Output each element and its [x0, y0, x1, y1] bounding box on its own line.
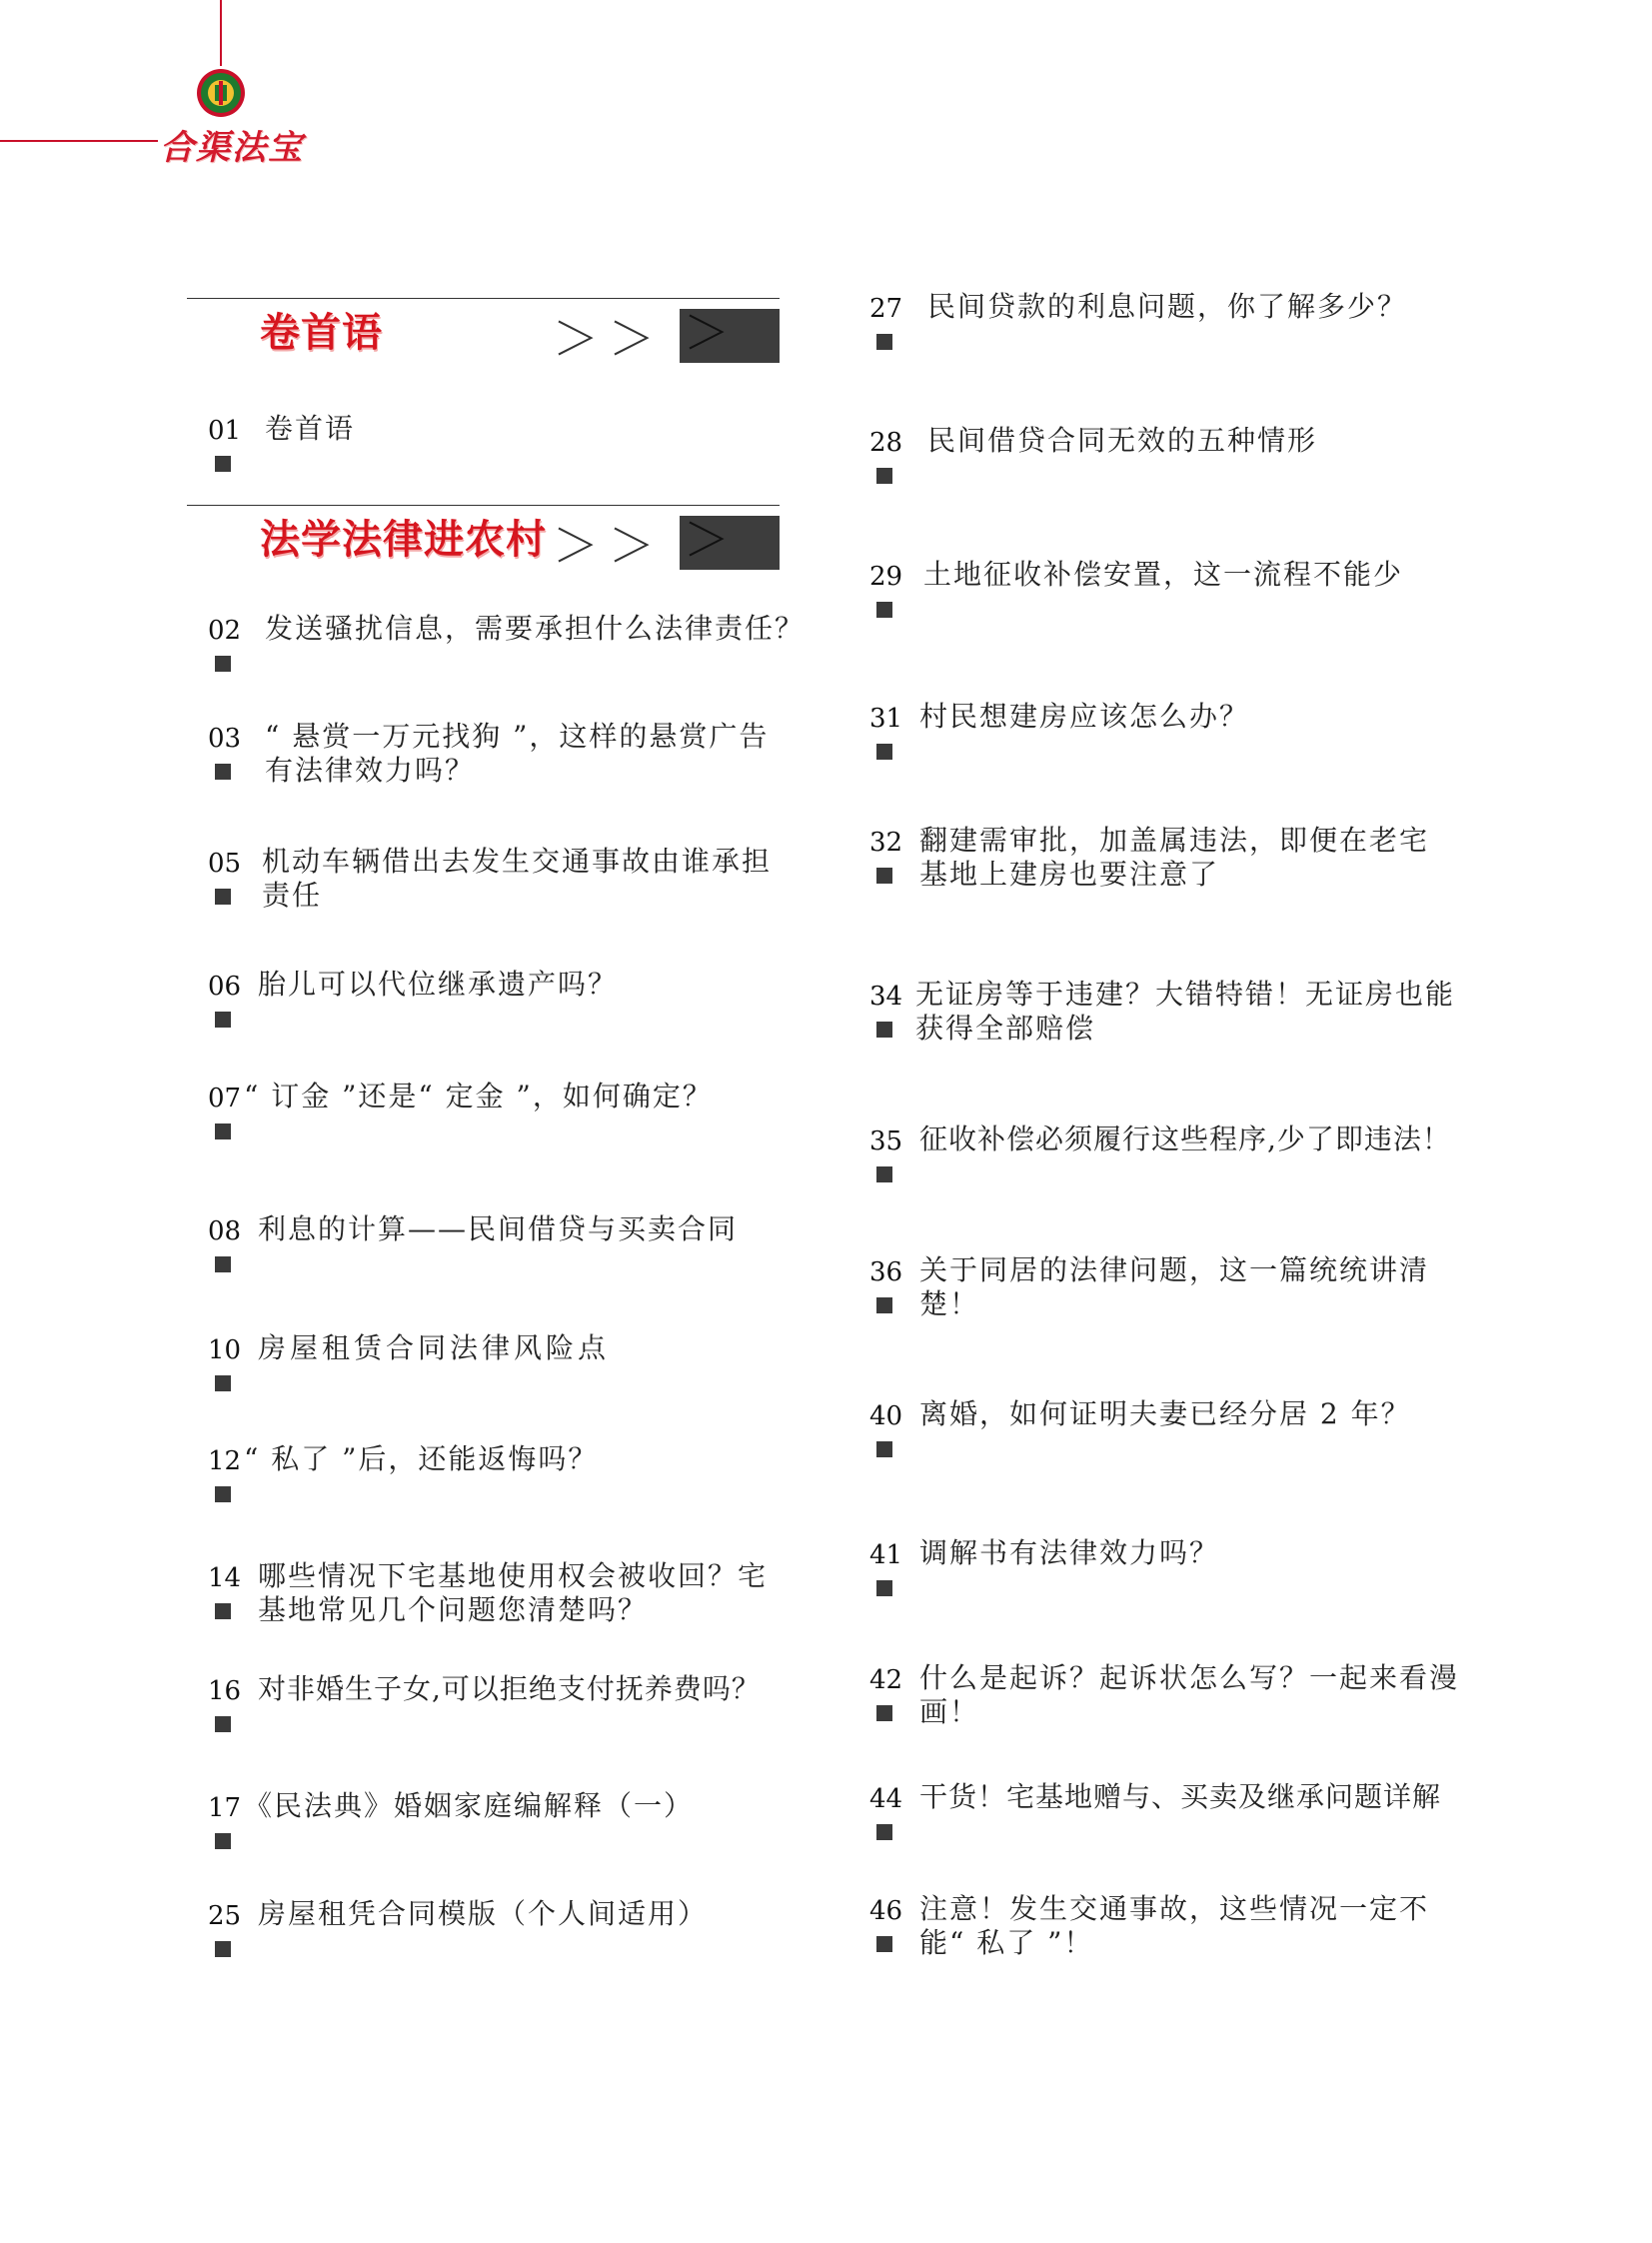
page-number: 35 [869, 1126, 903, 1156]
bullet-square-icon [876, 334, 892, 350]
section-arrows: ＞＞ [553, 312, 665, 366]
bullet-square-icon [215, 1256, 231, 1272]
entry-title: 土地征收补偿安置，这一流程不能少 [923, 558, 1404, 591]
page-number: 03 [208, 724, 242, 754]
bullet-square-icon [876, 1580, 892, 1596]
bullet-square-icon [876, 1441, 892, 1457]
page-number: 10 [208, 1335, 242, 1365]
entry-title: 房屋租赁合同法律风险点 [258, 1331, 611, 1364]
bullet-square-icon [215, 1486, 231, 1502]
page-number: 34 [869, 982, 903, 1012]
page-number: 05 [208, 849, 242, 879]
entry-title: 注意！发生交通事故，这些情况一定不能“ 私了 ”！ [919, 1892, 1430, 1959]
page-number: 42 [869, 1665, 903, 1695]
page-number: 06 [208, 972, 242, 1002]
entry-title: 民间贷款的利息问题，你了解多少？ [927, 290, 1408, 323]
bullet-square-icon [876, 1022, 892, 1038]
bullet-square-icon [876, 1166, 892, 1182]
section-header-law-to-village [187, 505, 780, 575]
bullet-square-icon [876, 1824, 892, 1840]
entry-title: 征收补偿必须履行这些程序,少了即违法！ [919, 1122, 1451, 1155]
entry-title: 调解书有法律效力吗？ [919, 1536, 1220, 1569]
page-number: 12 [208, 1446, 242, 1476]
entry-title: 卷首语 [265, 412, 356, 445]
page-number: 28 [869, 428, 903, 458]
entry-title: “ 私了 ”后，还能返悔吗？ [244, 1442, 599, 1475]
page-number: 16 [208, 1676, 242, 1706]
page-number: 14 [208, 1563, 242, 1593]
entry-title: 胎儿可以代位继承遗产吗？ [258, 968, 619, 1001]
section-title: 法学法律进农村 [260, 517, 547, 563]
bullet-square-icon [215, 1833, 231, 1849]
entry-title: 村民想建房应该怎么办？ [919, 700, 1250, 733]
entry-title: 哪些情况下宅基地使用权会被收回？宅基地常见几个问题您清楚吗？ [258, 1559, 769, 1626]
entry-title: 干货！宅基地赠与、买卖及继承问题详解 [919, 1780, 1442, 1813]
entry-title: 离婚，如何证明夫妻已经分居 2 年？ [919, 1397, 1411, 1430]
page-number: 02 [208, 616, 242, 646]
bullet-square-icon [215, 656, 231, 672]
entry-title: “ 悬赏一万元找狗 ”，这样的悬赏广告有法律效力吗？ [265, 720, 770, 787]
header-vertical-rule [220, 0, 222, 66]
bullet-square-icon [215, 456, 231, 472]
section-arrow-box: ＞ [680, 309, 780, 363]
emblem-icon [196, 68, 246, 118]
entry-title: 发送骚扰信息，需要承担什么法律责任？ [265, 612, 806, 645]
page-number: 27 [869, 294, 903, 324]
header-horizontal-rule [0, 140, 158, 142]
page-number: 31 [869, 704, 903, 734]
page-number: 40 [869, 1401, 903, 1431]
page-number: 36 [869, 1257, 903, 1287]
entry-title: 无证房等于违建？大错特错！无证房也能获得全部赔偿 [915, 978, 1456, 1045]
entry-title: 《民法典》婚姻家庭编解释（一） [244, 1789, 695, 1822]
bullet-square-icon [215, 1123, 231, 1139]
bullet-square-icon [876, 1936, 892, 1952]
bullet-square-icon [215, 1603, 231, 1619]
section-arrow-box: ＞ [680, 516, 780, 570]
entry-title: 什么是起诉？起诉状怎么写？一起来看漫画！ [919, 1661, 1460, 1728]
bullet-square-icon [876, 1297, 892, 1313]
entry-title: 利息的计算——民间借贷与买卖合同 [258, 1212, 739, 1245]
bullet-square-icon [876, 468, 892, 484]
entry-title: “ 订金 ”还是“ 定金 ”，如何确定？ [244, 1080, 713, 1113]
section-arrows: ＞＞ [553, 519, 665, 573]
bullet-square-icon [215, 1012, 231, 1028]
page-number: 29 [869, 562, 903, 592]
bullet-square-icon [876, 1705, 892, 1721]
page-number: 07 [208, 1084, 242, 1114]
bullet-square-icon [215, 764, 231, 780]
page-number: 41 [869, 1540, 903, 1570]
page-number: 25 [208, 1901, 242, 1931]
entry-title: 对非婚生子女,可以拒绝支付抚养费吗？ [258, 1672, 761, 1705]
page-number: 08 [208, 1216, 242, 1246]
section-title: 卷首语 [260, 310, 383, 356]
bullet-square-icon [876, 602, 892, 618]
bullet-square-icon [876, 868, 892, 884]
page-number: 01 [208, 416, 242, 446]
entry-title: 关于同居的法律问题，这一篇统统讲清楚！ [919, 1253, 1430, 1320]
brand-logo-text: 合渠法宝 [160, 128, 304, 168]
page-number: 17 [208, 1793, 242, 1823]
bullet-square-icon [215, 1375, 231, 1391]
page-number: 32 [869, 828, 903, 858]
entry-title: 机动车辆借出去发生交通事故由谁承担责任 [262, 845, 773, 912]
entry-title: 民间借贷合同无效的五种情形 [927, 424, 1318, 457]
bullet-square-icon [215, 1716, 231, 1732]
page-number: 46 [869, 1896, 903, 1926]
bullet-square-icon [215, 889, 231, 905]
bullet-square-icon [215, 1941, 231, 1957]
page-number: 44 [869, 1784, 903, 1814]
entry-title: 翻建需审批，加盖属违法，即便在老宅基地上建房也要注意了 [919, 824, 1430, 891]
bullet-square-icon [876, 744, 892, 760]
entry-title: 房屋租凭合同模版（个人间适用） [258, 1897, 709, 1930]
section-header-preface [187, 298, 780, 368]
